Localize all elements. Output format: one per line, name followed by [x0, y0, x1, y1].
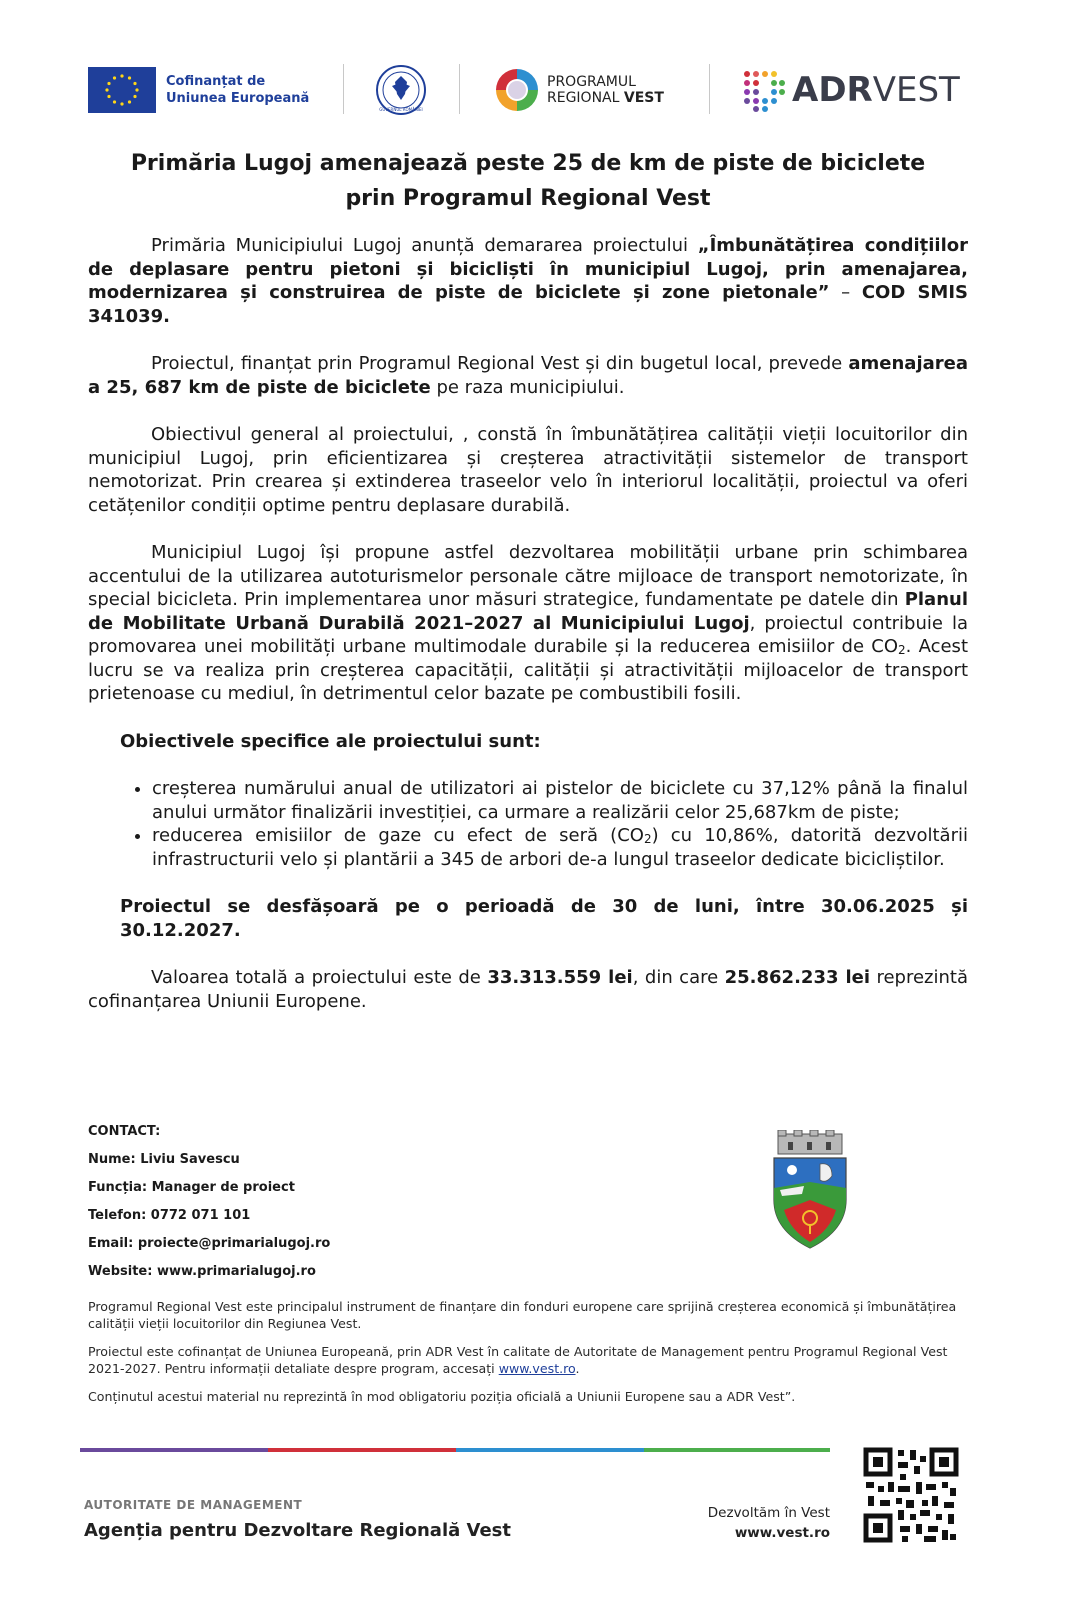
contact-label: CONTACT:	[88, 1124, 161, 1139]
vest-link[interactable]: www.vest.ro	[498, 1361, 576, 1376]
footer-notes	[88, 1298, 968, 1416]
paragraph-financing	[88, 352, 968, 399]
co2-subscript: 2	[643, 832, 652, 846]
text-span: pe raza municipiului.	[430, 376, 625, 398]
prv-text-line1: PROGRAMUL	[547, 74, 636, 90]
authority-label: AUTORITATE DE MANAGEMENT	[84, 1498, 303, 1512]
list-item: • creșterea numărului anual de utilizatori ai pistelor de biciclete cu 37,12% până la finalul anului următor finalizării investiției, ca urmare a realizării celor 25,687km de piste;	[152, 777, 968, 824]
title-line2: prin Programul Regional Vest	[345, 186, 711, 211]
footer-authority	[84, 1498, 511, 1541]
total-value: 33.313.559 lei	[487, 967, 633, 988]
press-release-body	[88, 234, 968, 1037]
eu-text-line2: Uniunea Europeană	[166, 91, 310, 106]
text-span: Municipiul Lugoj își propune astfel dezvoltarea mobilității urbane prin schimbarea accentului de la utilizarea autoturismelor personale către mijloace de transport nemotorizate, în special bicicleta. Prin implementarea unor măsuri strategice, fundamentate pe datele din	[88, 542, 968, 610]
paragraph-intro	[88, 234, 968, 328]
contact-email[interactable]: Email: proiecte@primarialugoj.ro	[88, 1236, 331, 1251]
text-span: Valoarea totală a proiectului este de	[151, 967, 488, 988]
agency-name: Agenția pentru Dezvoltare Regională Vest	[84, 1520, 511, 1541]
contact-block	[88, 1120, 588, 1288]
header-divider	[459, 64, 460, 114]
footer-slogan-block	[708, 1503, 830, 1543]
adr-dots-icon	[740, 67, 786, 113]
prv-ring-icon	[493, 66, 541, 114]
eu-text-line1: Cofinanțat de	[166, 74, 266, 89]
lugoj-crest-icon	[770, 1130, 850, 1250]
text-span: Primăria Municipiului Lugoj anunță demararea proiectului	[151, 235, 698, 256]
mobility-plan-name: Planul de Mobilitate Urbană Durabilă 2021–2027 al Municipiului Lugoj	[88, 589, 968, 634]
co2-subscript: 2	[898, 643, 906, 657]
eu-cofinancing-value: 25.862.233 lei	[724, 967, 871, 988]
color-bar-blue	[456, 1448, 644, 1452]
adr-text-vest: VEST	[872, 70, 960, 110]
text-span: . Acest lucru se va realiza prin creșterea capacității, calității și atractivității mijloacelor de transport prietenoase cu mediul, în detrimentul celor bazate pe combustibili fosili.	[88, 636, 968, 704]
text-span: ) cu 10,86%, datorită dezvoltării infrastructurii velo și plantării a 345 de arbori de-a lungul traseelor dedicate bicicliștilor.	[152, 825, 968, 870]
contact-role: Funcția: Manager de proiect	[88, 1180, 295, 1195]
slogan: Dezvoltăm în Vest	[707, 1505, 830, 1521]
text-span: , din care	[632, 967, 725, 988]
prv-text-vest: VEST	[623, 90, 664, 106]
smis-code: COD SMIS 341039.	[88, 282, 968, 327]
contact-website[interactable]: Website: www.primarialugoj.ro	[88, 1264, 316, 1279]
text-span: –	[829, 282, 862, 303]
paragraph-mobility	[88, 541, 968, 706]
text-span: reprezintă cofinanțarea Uniunii Europene.	[88, 967, 968, 1012]
prv-logo	[493, 62, 664, 118]
header-divider	[709, 64, 710, 114]
project-name: „Îmbunătățirea condițiilor de deplasare pentru pietoni și bicicliști în municipiul Lugoj, prin amenajarea, modernizarea și construirea de piste de biciclete și zone pietonale”	[88, 235, 968, 303]
gov-seal-label: GUVERNUL ROMÂNIEI	[379, 107, 423, 112]
footer-site[interactable]: www.vest.ro	[734, 1525, 830, 1541]
qr-code-icon	[862, 1446, 960, 1544]
header-divider	[343, 64, 344, 114]
adr-text-adr: ADR	[792, 70, 873, 110]
objectives-heading: Obiectivele specifice ale proiectului sunt:	[120, 730, 541, 752]
color-bar-purple	[80, 1448, 268, 1452]
text-span: Proiectul este cofinanțat de Uniunea Europeană, prin ADR Vest în calitate de Autoritate de Management pentru Programul Regional Vest 2021-2027. Pentru informații detaliate despre program, accesați	[88, 1344, 948, 1376]
eu-logo	[88, 62, 309, 118]
paragraph-value	[88, 966, 968, 1013]
gov-seal	[375, 62, 427, 118]
gov-seal-icon	[375, 64, 427, 116]
adr-vest-logo	[740, 62, 960, 118]
paragraph-objective: Obiectivul general al proiectului, , constă în îmbunătățirea calității vieții locuitorilor din municipiul Lugoj, prin eficientizarea și creșterea atractivității sistemelor de transport nemotorizat. Prin crearea și extinderea traseelor velo în interiorul localității, proiectul va oferi cetățenilor condiții optime pentru deplasare durabilă.	[88, 424, 968, 516]
note-disclaimer: Conținutul acestui material nu reprezintă în mod obligatoriu poziția oficială a Uniunii Europene sau a ADR Vest”.	[88, 1389, 796, 1404]
text-span: reducerea emisiilor de gaze cu efect de seră (CO	[152, 825, 644, 846]
note-cofinancing	[88, 1343, 968, 1377]
contact-name: Nume: Liviu Savescu	[88, 1152, 240, 1167]
list-item	[152, 824, 968, 871]
bike-lane-length: amenajarea a 25, 687 km de piste de biciclete	[88, 353, 968, 398]
title-line1: Primăria Lugoj amenajează peste 25 de km de piste de biciclete	[130, 151, 926, 176]
eu-flag-icon	[88, 67, 156, 113]
text-span: Proiectul, finanțat prin Programul Regional Vest și din bugetul local, prevede	[151, 353, 849, 374]
color-bar-red	[268, 1448, 456, 1452]
page-title	[88, 146, 968, 216]
text-span: .	[575, 1361, 580, 1376]
contact-phone: Telefon: 0772 071 101	[88, 1208, 251, 1223]
note-program: Programul Regional Vest este principalul instrument de finanțare din fonduri europene care sprijină creșterea economică și îmbunătățirea calității vieții locuitorilor din Regiunea Vest.	[88, 1299, 957, 1331]
project-period: Proiectul se desfășoară pe o perioadă de 30 de luni, între 30.06.2025 și 30.12.2027.	[120, 896, 968, 941]
text-span: , proiectul contribuie la promovarea unei mobilități urbane multimodale durabile și la reducerea emisiilor de CO	[88, 612, 968, 657]
prv-text-regional: REGIONAL	[547, 90, 624, 106]
objectives-list	[88, 777, 968, 871]
header-logos	[88, 62, 968, 118]
color-bar-green	[644, 1448, 830, 1452]
